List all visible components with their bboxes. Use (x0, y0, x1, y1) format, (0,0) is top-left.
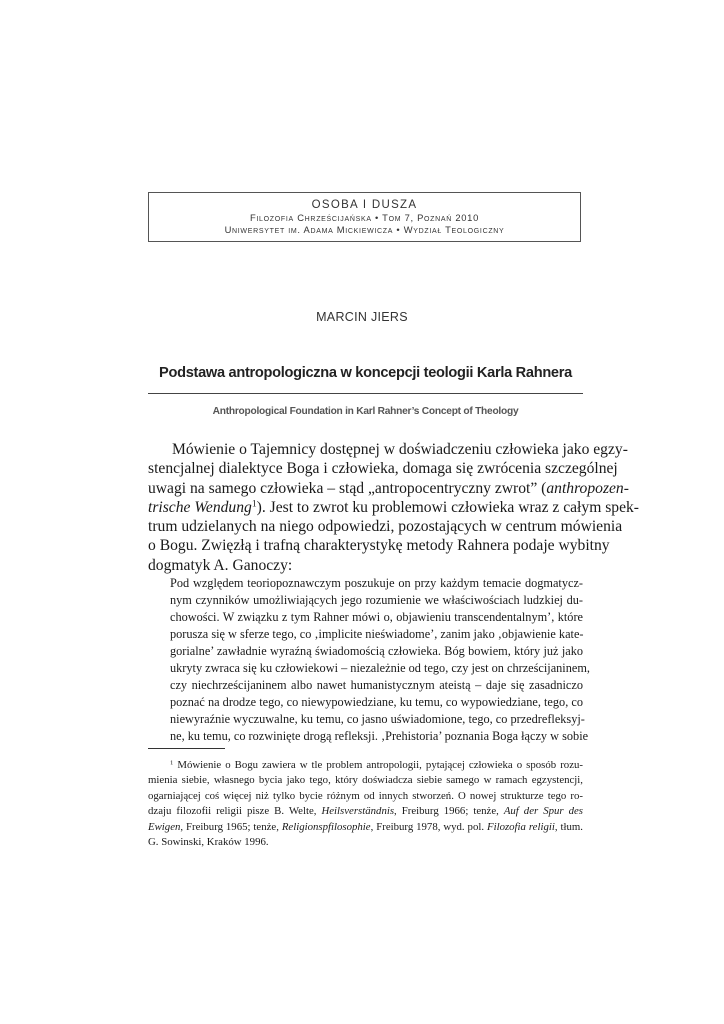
body-line: uwagi na samego człowieka – stąd „antropocentryczny zwrot” (anthropozen- (148, 479, 629, 497)
body-paragraph (148, 440, 639, 575)
quote-line: Pod względem teoriopoznawczym poszukuje on przy każdym temacie dogmatycz- (170, 576, 583, 590)
quote-line: poznać na drodze tego, co niewypowiedziane, ku temu, co wypowiedziane, tego, co (170, 695, 583, 709)
footnote-line: $^1$ Mówienie o Bogu zawiera w tle problem antropologii, pytającej człowieka o sposób rozu- (170, 759, 583, 771)
block-quote (170, 575, 590, 745)
footnote-reference[interactable]: 1 (251, 498, 257, 510)
body-line: stencjalnej dialektyce Boga i człowieka, domaga się zwrócenia szczególnej (148, 460, 618, 478)
quote-line: ukryty zwraca się ku człowiekowi – niezależnie od tego, czy jest on chrześcijaninem, (170, 661, 590, 675)
quote-line: czy niechrześcijaninem albo nawet humanistycznym ateistą – daje się zasadniczo (170, 678, 583, 692)
institution-line: Uniwersytet im. Adama Mickiewicza • Wydział Teologiczny (224, 224, 505, 235)
body-line: trische Wendung$^1$). Jest to zwrot ku problemowi człowieka wraz z całym spek- (148, 498, 639, 516)
footnote (148, 758, 583, 850)
quote-line: nym czynników umożliwiających jego rozumienie we właściwościach ludzkiej du- (170, 593, 583, 607)
body-line: o Bogu. Zwięzłą i trafną charakterystykę metody Rahnera podaje wybitny (148, 537, 610, 555)
quote-line: ne, ku temu, co rozwinięte drogą refleksji. ‚Prehistoria’ poznania Boga łączy w sobie (170, 729, 589, 743)
body-line: trum udzielanych na niego odpowiedzi, pozostających w centrum mówienia (148, 518, 623, 536)
title-divider (148, 393, 583, 394)
footnote-line: G. Sowinski, Kraków 1996. (148, 836, 269, 849)
quote-line: gorialne’ zawładnie wyraźną świadomością człowieka. Bóg bowiem, który już jako (170, 644, 583, 658)
journal-header-box (148, 192, 581, 242)
quote-line: chowości. W związku z tym Rahner mówi o, objawieniu transcendentalnym’, które (170, 610, 583, 624)
author-name: MARCIN JIERS (316, 310, 408, 324)
footnote-marker: 1 (170, 759, 174, 767)
article-title: Podstawa antropologiczna w koncepcji teologii Karla Rahnera (159, 365, 572, 381)
footnote-line: Ewigen, Freiburg 1965; tenże, Religionspfilosophie, Freiburg 1978, wyd. pol. Filozofia religii, tłum. (148, 820, 583, 833)
footnote-line: ogarniającej coś więcej niż tylko bycie różnym od innych stworzeń. O nowej strukturze tego ro- (148, 789, 583, 802)
footnote-line: mienia siebie, własnego bycia jako tego, który doświadcza siebie samego w ramach egzystencji, (148, 774, 583, 787)
journal-line: Filozofia Chrześcijańska • Tom 7, Poznań 2010 (249, 212, 479, 223)
body-line: Mówienie o Tajemnicy dostępnej w doświadczeniu człowieka jako egzy- (172, 441, 628, 458)
footnote-divider (148, 748, 225, 749)
series-title: OSOBA I DUSZA (311, 199, 418, 211)
article-subtitle: Anthropological Foundation in Karl Rahner’s Concept of Theology (212, 406, 519, 417)
quote-line: niewyraźnie wyczuwalne, ku temu, co jasno uświadomione, tego, co przedrefleksyj- (170, 712, 585, 726)
footnote-line: dzaju filozofii religii pisze B. Welte, Heilsverständnis, Freiburg 1966; tenże, Auf der Spur des (148, 805, 583, 818)
body-line: dogmatyk A. Ganoczy: (148, 556, 293, 574)
quote-line: porusza się w sferze tego, co ‚implicite nieświadome’, zanim jako ‚objawienie kate- (170, 627, 584, 641)
